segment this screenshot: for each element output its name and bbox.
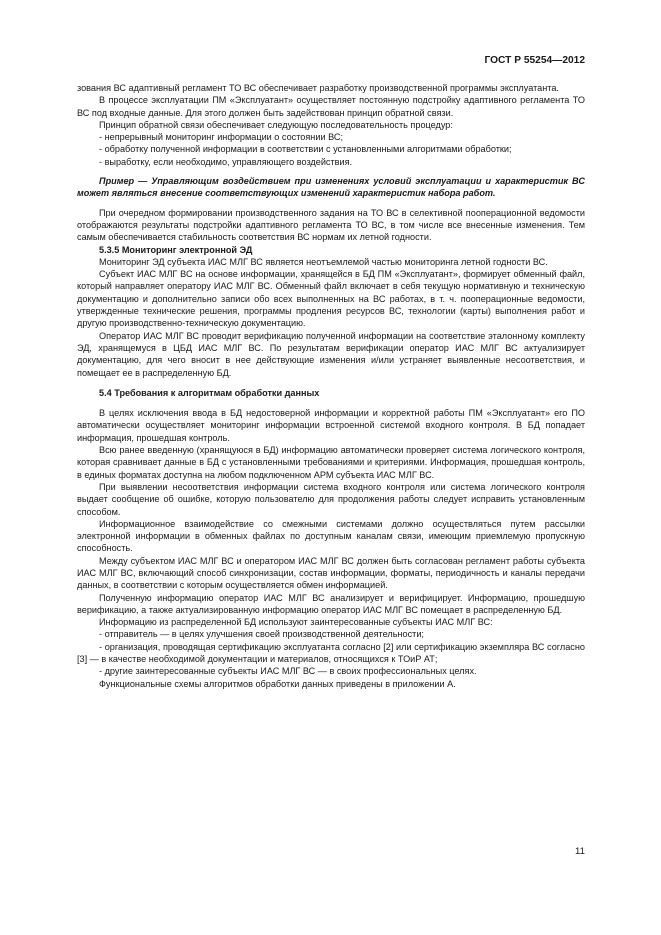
paragraph-logic-control: Всю ранее введенную (хранящуюся в БД) информацию автоматически проверяет система логического контроля, которая сравнивает данные в БД с установленными требованиями и критериями. Информация, прошедшая контроль, в единых форматах доступна на любом подключенном АРМ субъекта ИАС МЛГ ВС. [77,445,585,480]
paragraph-feedback-principle: Принцип обратной связи обеспечивает следующую последовательность процедур: [99,119,453,130]
list-item-processing: - обработку полученной информации в соответствии с установленными алгоритмами обработки; [99,144,512,155]
paragraph-verification: Оператор ИАС МЛГ ВС проводит верификацию полученной информации на соответствие эталонному комплекту ЭД, хранящемуся в ЦБД ИАС МЛГ ВС. По результатам верификации оператор ИАС МЛГ ВС актуализирует документацию, для чего вносит в нее действующие изменения и/или устраняет выявленные несоответствия, и помещает ее в распределенную БД. [77,330,585,378]
list-item-certification: - организация, проводящая сертификацию эксплуатанта согласно [2] или сертификацию экземпляра ВС согласно [3] — в качестве необходимой документации и материалов, относящихся к ТОиР АТ; [77,641,585,665]
paragraph-exchange-file: Субъект ИАС МЛГ ВС на основе информации, хранящейся в БД ПМ «Эксплуатант», формирует обменный файл, который направляет оператору ИАС МЛГ ВС. Обменный файл включает в себя текущую нормативную и техническую документацию и дополнительно записи обо всех выполненных на ВС работах, в т. ч. пооперационные ведомости, утвержденные технические решения, программы продления ресурсов ВС, технологии (карты) выполнения работ и другую производственно-техническую документацию. [77,269,585,329]
standard-header: ГОСТ Р 55254—2012 [484,55,585,66]
list-item-other-subjects: - другие заинтересованные субъекты ИАС МЛГ ВС — в своих профессиональных целях. [99,666,477,677]
paragraph-continuation: зования ВС адаптивный регламент ТО ВС обеспечивает разработку производственной программы эксплуатанта. [77,83,559,93]
list-item-control: - выработку, если необходимо, управляющего воздействия. [99,156,353,167]
paragraph-regulation: Между субъектом ИАС МЛГ ВС и оператором ИАС МЛГ ВС должен быть согласован регламент работы субъекта ИАС МЛГ ВС, включающий способ синхронизации, состав информации, форматы, периодичность и каналы передачи данных, в соответствии с которым осуществляется обмен информацией. [77,555,585,591]
paragraph-ed-monitoring: Мониторинг ЭД субъекта ИАС МЛГ ВС является неотъемлемой частью мониторинга летной годности ВС. [99,256,548,267]
example-note: Пример — Управляющим воздействием при изменениях условий эксплуатации и характеристик ВС может являться внесение соответствующих изменений характеристик набора работ. [77,176,585,199]
page-body [77,82,585,690]
paragraph-analysis: Полученную информацию оператор ИАС МЛГ ВС анализирует и верифицирует. Информацию, прошедшую верификацию, а также актуализированную информацию оператор ИАС МЛГ ВС помещает в распределенную БД. [77,592,585,615]
paragraph-feedback: В процессе эксплуатации ПМ «Эксплуатант» осуществляет постоянную подстройку адаптивного регламента ТО ВС под входные данные. Для этого должен быть задействован принцип обратной связи. [77,95,585,118]
list-item-sender: - отправитель — в целях улучшения своей производственной деятельности; [99,629,424,640]
list-item-monitoring: - непрерывный мониторинг информации о состоянии ВС; [99,132,343,143]
section-heading-5-3-5: 5.3.5 Мониторинг электронной ЭД [99,244,253,255]
page-number: 11 [575,846,585,857]
paragraph-usage: Информацию из распределенной БД используют заинтересованные субъекты ИАС МЛГ ВС: [99,617,493,628]
paragraph-input-control: В целях исключения ввода в БД недостоверной информации и корректной работы ПМ «Эксплуатант» его ПО автоматически осуществляет мониторинг информации встроенной системой входного контроля. В БД попадает информация, прошедшая контроль. [77,408,585,443]
paragraph-error-message: При выявлении несоответствия информации система входного контроля или система логического контроля выдает сообщение об ошибке, которую пользователю для продолжения работы следует исправить установленным способом. [77,481,585,517]
paragraph-production-task: При очередном формировании производственного задания на ТО ВС в селективной пооперационной ведомости отображаются результаты подстройки адаптивного регламента ТО ВС, в том числе все внесенные изменения. Тем самым обеспечивается стабильность соответствия ВС нормам их летной годности. [77,207,585,243]
section-heading-5-4: 5.4 Требования к алгоритмам обработки данных [99,387,320,398]
paragraph-interaction: Информационное взаимодействие со смежными системами должно осуществляться путем рассылки электронной информации в обменных файлах по доступным каналам связи, имеющим приемлемую пропускную способность. [77,518,585,554]
paragraph-appendix-reference: Функциональные схемы алгоритмов обработки данных приведены в приложении А. [99,678,456,689]
